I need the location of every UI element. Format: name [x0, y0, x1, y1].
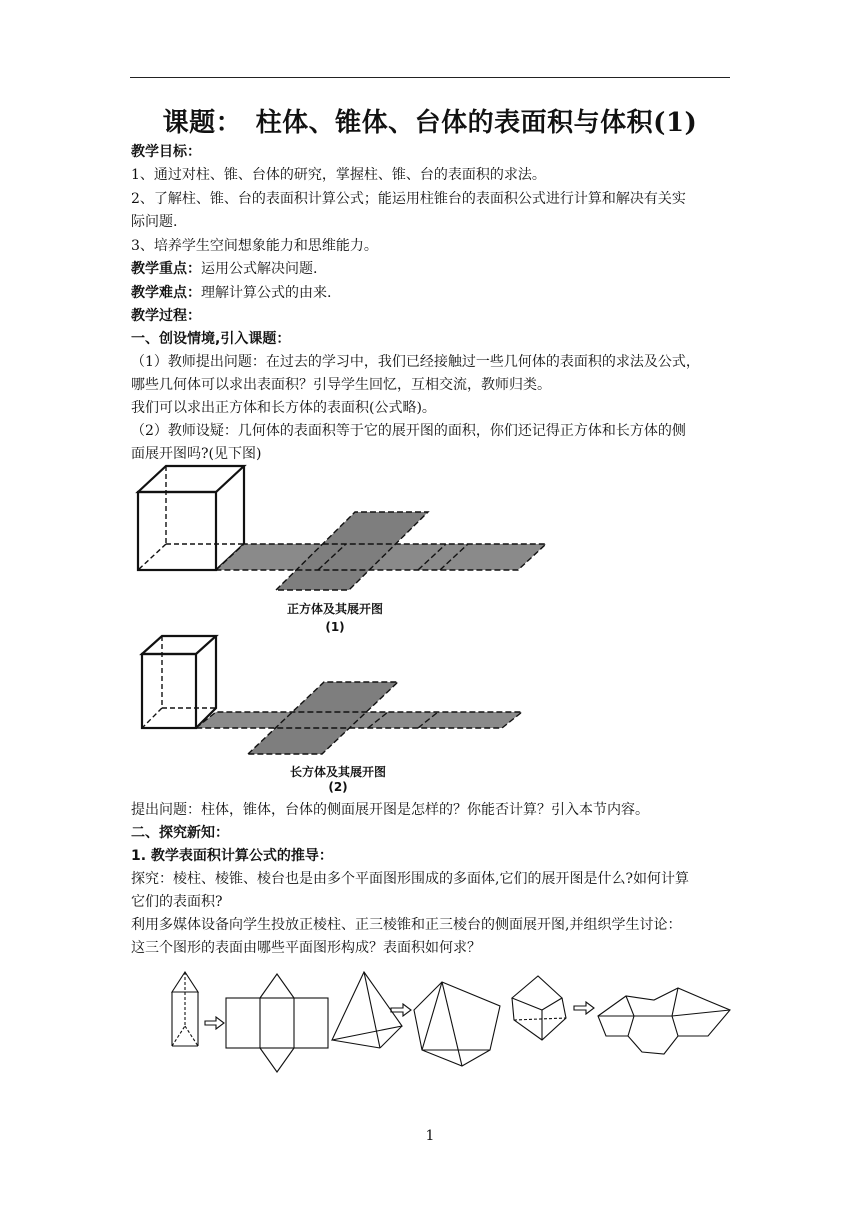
goal-2-line2: 际问题.	[131, 214, 178, 230]
difficult-point	[131, 281, 731, 305]
key-point	[131, 257, 731, 281]
para-2-line1: （2）教师设疑：几何体的表面积等于它的展开图的面积，你们还记得正方体和长方体的侧	[131, 423, 686, 439]
para-5-line2: 这三个图形的表面由哪些平面图形构成？表面积如何求？	[131, 940, 481, 956]
para-1-line3: 我们可以求出正方体和长方体的表面积(公式略)。	[131, 400, 436, 416]
fig1-caption: 正方体及其展开图	[286, 602, 383, 616]
section-1-heading: 一、创设情境,引入课题：	[131, 331, 291, 347]
page-title: 课题： 柱体、锥体、台体的表面积与体积(1)	[162, 108, 698, 138]
diff-text: 理解计算公式的由来.	[201, 285, 332, 301]
para-3: 提出问题：柱体，锥体，台体的侧面展开图是怎样的？你能否计算？引入本节内容。	[131, 802, 649, 818]
diff-label: 教学难点：	[131, 285, 201, 301]
header-rule	[130, 77, 730, 78]
para-5-line1: 利用多媒体设备向学生投放正棱柱、正三棱锥和正三棱台的侧面展开图,并组织学生讨论：	[131, 917, 682, 933]
goals-heading: 教学目标：	[131, 144, 201, 160]
para-4-line2: 它们的表面积?	[131, 894, 223, 910]
goal-2-line1: 2、了解柱、锥、台的表面积计算公式；能运用柱锥台的表面积公式进行计算和解决有关实	[131, 191, 686, 207]
section-2-heading: 二、探究新知：	[131, 825, 229, 841]
goal-1: 1、通过对柱、锥、台体的研究，掌握柱、锥、台的表面积的求法。	[131, 167, 546, 183]
key-text: 运用公式解决问题.	[201, 261, 318, 277]
para-4-line1: 探究：棱柱、棱锥、棱台也是由多个平面图形围成的多面体,它们的展开图是什么?如何计算	[131, 871, 689, 887]
fig1-number: (1)	[325, 620, 345, 634]
goal-3: 3、培养学生空间想象能力和思维能力。	[131, 238, 378, 254]
page-number: 1	[425, 1128, 435, 1144]
para-2-line2: 面展开图吗?(见下图)	[131, 446, 262, 462]
process-heading: 教学过程：	[131, 308, 201, 324]
solids-nets-figure	[160, 966, 740, 1078]
cuboid-net-figure	[128, 632, 528, 772]
key-label: 教学重点：	[131, 261, 201, 277]
para-1-line1: （1）教师提出问题：在过去的学习中，我们已经接触过一些几何体的表面积的求法及公式，	[131, 354, 700, 370]
subsection-1-heading: 1. 教学表面积计算公式的推导：	[131, 848, 333, 864]
fig2-number: (2)	[328, 780, 348, 794]
fig2-caption: 长方体及其展开图	[289, 765, 386, 779]
para-1-line2: 哪些几何体可以求出表面积？引导学生回忆，互相交流，教师归类。	[131, 377, 551, 393]
